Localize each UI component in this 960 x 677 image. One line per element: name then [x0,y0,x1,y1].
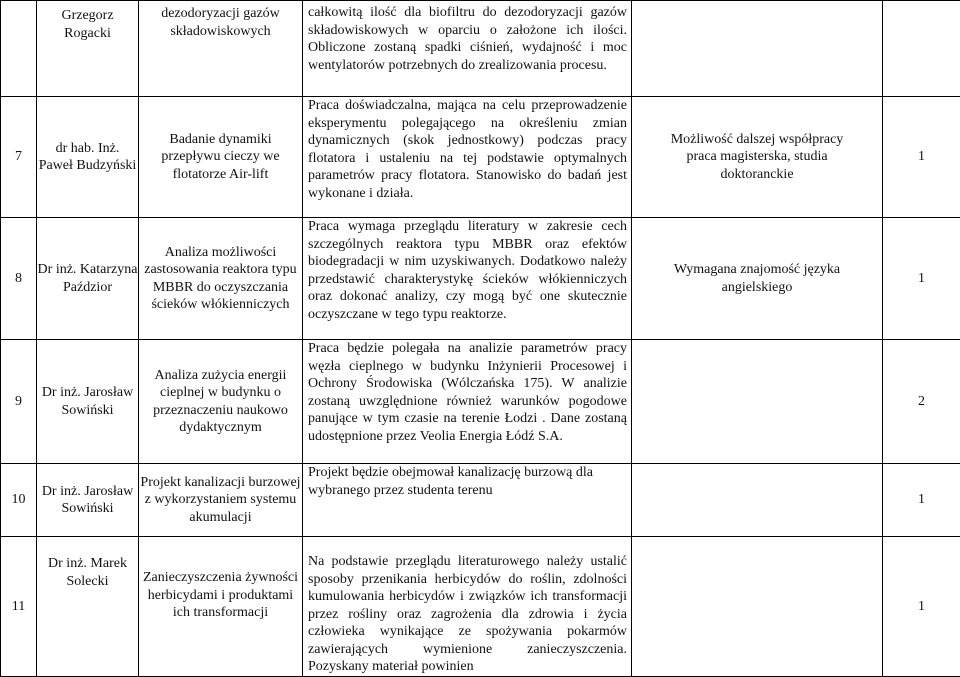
places-count: 1 [883,537,960,677]
places-count: 1 [883,218,960,340]
row-number: 8 [1,218,37,340]
requirements-text: Wymagana znajomość języka angielskiego [632,218,883,340]
requirements-cell [632,1,883,97]
count-cell [883,1,960,97]
row-number: 9 [1,340,37,464]
row-number: 10 [1,464,37,537]
row-number: 7 [1,97,37,218]
description-text: Praca wymaga przeglądu literatury w zakresie cech szczególnych reaktora typu MBBR oraz efektów biodegradacji w nim uzyskiwanych. Dodatkowo należy przedstawić charakterystykę ścieków włókienniczych oraz dokonać analizy, czy mogą być one skutecznie oczyszczane w tego typu reaktorze. [303,218,632,340]
description-text: Praca będzie polegała na analizie parametrów pracy węzła cieplnego w budynku Inżynierii Procesowej i Ochrony Środowiska (Wólczańska 175). W analizie zostaną uwzględnione również warunków pogodowe panujące w tym czasie na terenie Łodzi . Dane zostaną udostępnione przez Veolia Energia Łódź S.A. [303,340,632,464]
description-text: całkowitą ilość dla biofiltru do dezodoryzacji gazów składowiskowych w oparciu o założone ich ilości. Obliczone zostaną spadki ciśnień, wydajność i moc wentylatorów potrzebnych do zrealizowania procesu. [308,1,627,74]
supervisor-name: Dr inż. Katarzyna Paździor [37,218,139,340]
description-text: Na podstawie przeglądu literaturowego należy ustalić sposoby przenikania herbicydów do roślin, zdolności kumulowania herbicydów i związków ich transformacji przez rośliny oraz zagrożenia dla zdrowia i życia człowieka wynikające ze spożywania pokarmów zawierających wymienione zanieczyszczenia. Pozyskany materiał powinien [303,537,632,677]
supervisor-name: Dr inż. Marek Solecki [37,537,139,677]
supervisor-name: dr hab. Inż. Paweł Budzyński [37,97,139,218]
table-row [1,97,960,218]
description-text: Projekt będzie obejmował kanalizację burzową dla wybranego przez studenta terenu [303,464,632,537]
places-count: 2 [883,340,960,464]
row-number-cell [1,1,37,97]
topic-title: Badanie dynamiki przepływu cieczy we flotatorze Air-lift [139,97,303,218]
table-row [1,1,960,97]
supervisor-name: Dr inż. Jarosław Sowiński [37,464,139,537]
table-row [1,464,960,537]
topic-title: Analiza zużycia energii cieplnej w budynku o przeznaczeniu naukowo dydaktycznym [139,340,303,464]
topic-title: Analiza możliwości zastosowania reaktora typu MBBR do oczyszczania ścieków włókienniczych [139,218,303,340]
description-text: Praca doświadczalna, mająca na celu przeprowadzenie eksperymentu polegającego na określeniu zmian dynamicznych (skok jednostkowy) podczas pracy flotatora i ustaleniu na tej podstawie optymalnych parametrów pracy flotatora. Stanowisko do badań jest wykonane i działa. [303,97,632,218]
requirements-text [632,537,883,677]
topic-title: Zanieczyszczenia żywności herbicydami i produktami ich transformacji [139,537,303,677]
supervisor-name: Dr inż. Jarosław Sowiński [37,340,139,464]
requirements-text [632,340,883,464]
requirements-text: Możliwość dalszej współpracy praca magisterska, studia doktoranckie [632,97,883,218]
description-cell [303,1,632,97]
places-count: 1 [883,97,960,218]
supervisor-cell [37,1,139,97]
row-number: 11 [1,537,37,677]
table-row [1,218,960,340]
table-row [1,340,960,464]
supervisor-name: Grzegorz Rogacki [37,1,138,42]
topic-cell [139,1,303,97]
places-count: 1 [883,464,960,537]
topic-title: dezodoryzacji gazów składowiskowych [139,1,302,40]
requirements-text [632,464,883,537]
table-row [1,537,960,677]
topic-title: Projekt kanalizacji burzowej z wykorzystaniem systemu akumulacji [139,464,303,537]
